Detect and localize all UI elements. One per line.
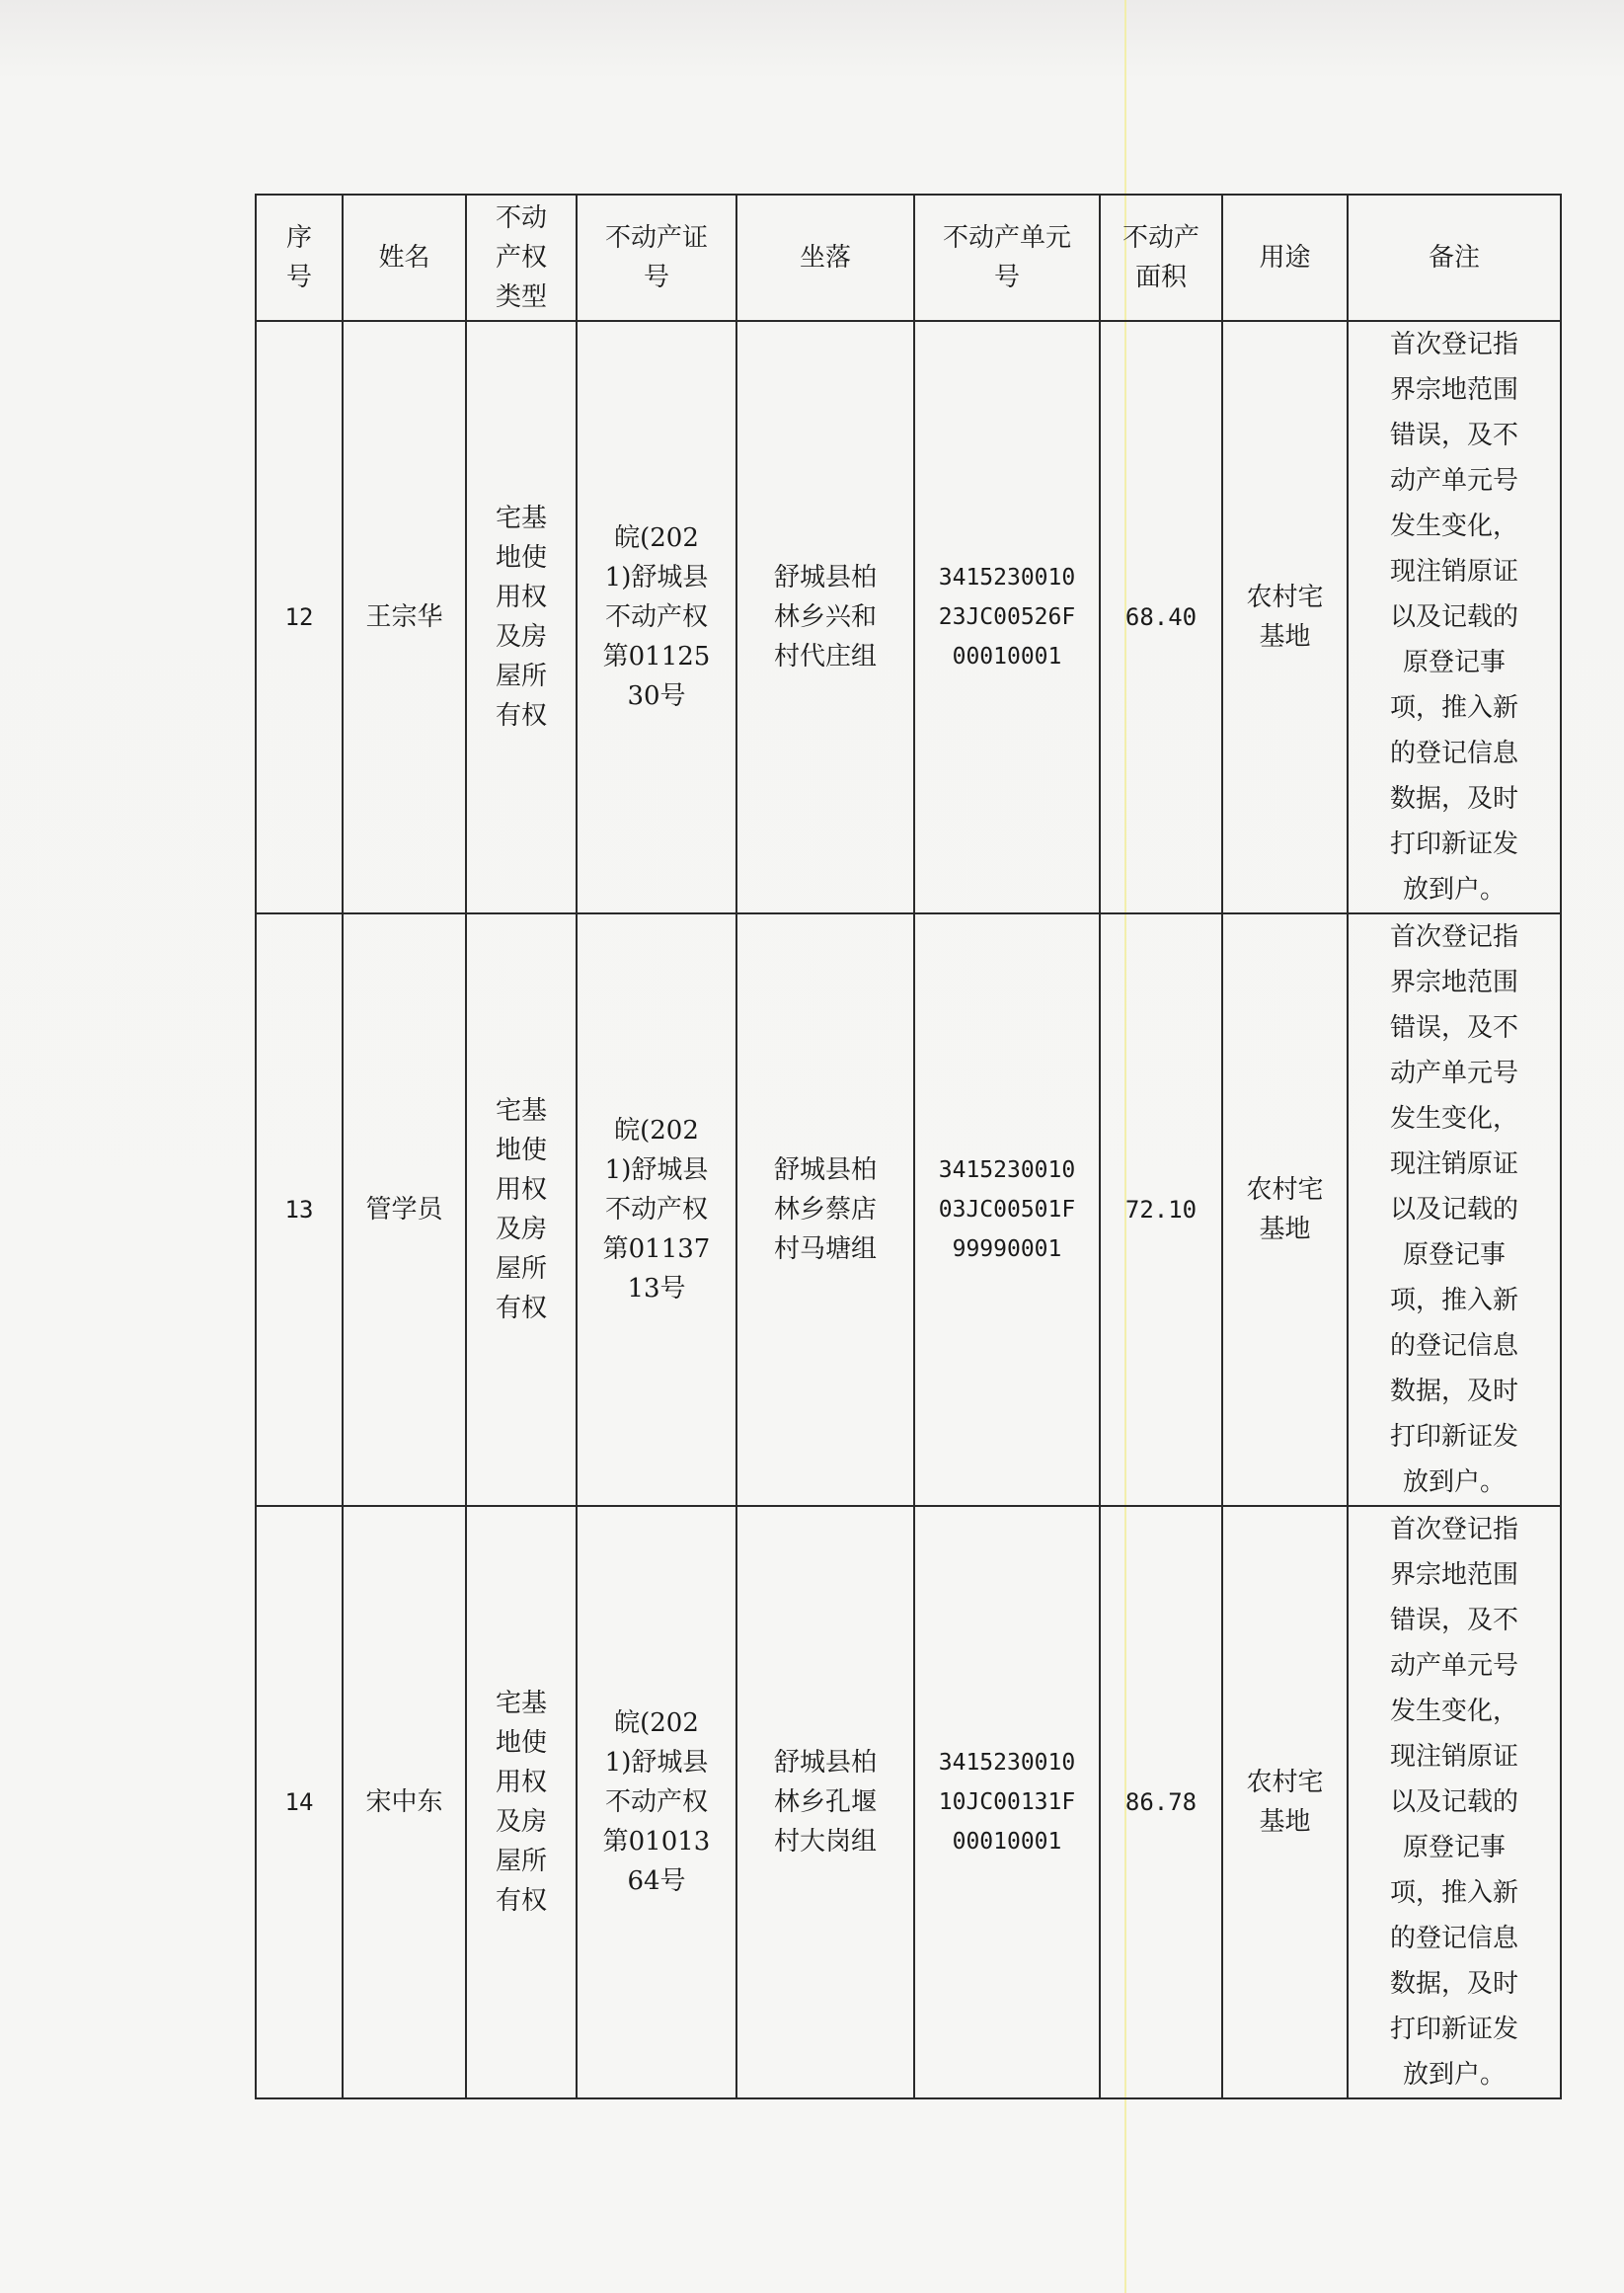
cell-usage: 农村宅基地: [1222, 913, 1348, 1506]
header-usage: 用途: [1222, 195, 1348, 321]
cell-cert-no: 皖(2021)舒城县不动产权第0112530号: [577, 321, 736, 913]
cell-cert-no: 皖(2021)舒城县不动产权第0101364号: [577, 1506, 736, 2098]
table-row: [256, 1506, 1561, 2098]
cell-area: 86.78: [1100, 1506, 1222, 2098]
header-remark: 备注: [1348, 195, 1561, 321]
header-cert-no: 不动产证号: [577, 195, 736, 321]
registry-table: [255, 194, 1562, 2099]
header-name: 姓名: [343, 195, 466, 321]
header-location: 坐落: [736, 195, 914, 321]
header-seq: 序号: [256, 195, 343, 321]
cell-right-type: 宅基地使用权及房屋所有权: [466, 1506, 577, 2098]
cell-right-type: 宅基地使用权及房屋所有权: [466, 913, 577, 1506]
table-row: [256, 321, 1561, 913]
cell-location: 舒城县柏林乡孔堰村大岗组: [736, 1506, 914, 2098]
cell-usage: 农村宅基地: [1222, 1506, 1348, 2098]
cell-seq: 13: [256, 913, 343, 1506]
cell-unit-no: 341523001010JC00131F00010001: [914, 1506, 1100, 2098]
cell-unit-no: 341523001023JC00526F00010001: [914, 321, 1100, 913]
cell-cert-no: 皖(2021)舒城县不动产权第0113713号: [577, 913, 736, 1506]
cell-right-type: 宅基地使用权及房屋所有权: [466, 321, 577, 913]
cell-usage: 农村宅基地: [1222, 321, 1348, 913]
cell-area: 72.10: [1100, 913, 1222, 1506]
cell-name: 管学员: [343, 913, 466, 1506]
header-area: 不动产面积: [1100, 195, 1222, 321]
table-header-row: [256, 195, 1561, 321]
cell-unit-no: 341523001003JC00501F99990001: [914, 913, 1100, 1506]
cell-remark: 首次登记指界宗地范围错误，及不动产单元号发生变化，现注销原证以及记载的原登记事项，推入新的登记信息数据，及时打印新证发放到户。: [1348, 1506, 1561, 2098]
cell-remark: 首次登记指界宗地范围错误，及不动产单元号发生变化，现注销原证以及记载的原登记事项，推入新的登记信息数据，及时打印新证发放到户。: [1348, 321, 1561, 913]
cell-area: 68.40: [1100, 321, 1222, 913]
cell-name: 王宗华: [343, 321, 466, 913]
cell-location: 舒城县柏林乡蔡店村马塘组: [736, 913, 914, 1506]
header-unit-no: 不动产单元号: [914, 195, 1100, 321]
table-row: [256, 913, 1561, 1506]
cell-seq: 14: [256, 1506, 343, 2098]
cell-remark: 首次登记指界宗地范围错误，及不动产单元号发生变化，现注销原证以及记载的原登记事项，推入新的登记信息数据，及时打印新证发放到户。: [1348, 913, 1561, 1506]
cell-seq: 12: [256, 321, 343, 913]
header-right-type: 不动产权类型: [466, 195, 577, 321]
cell-name: 宋中东: [343, 1506, 466, 2098]
cell-location: 舒城县柏林乡兴和村代庄组: [736, 321, 914, 913]
